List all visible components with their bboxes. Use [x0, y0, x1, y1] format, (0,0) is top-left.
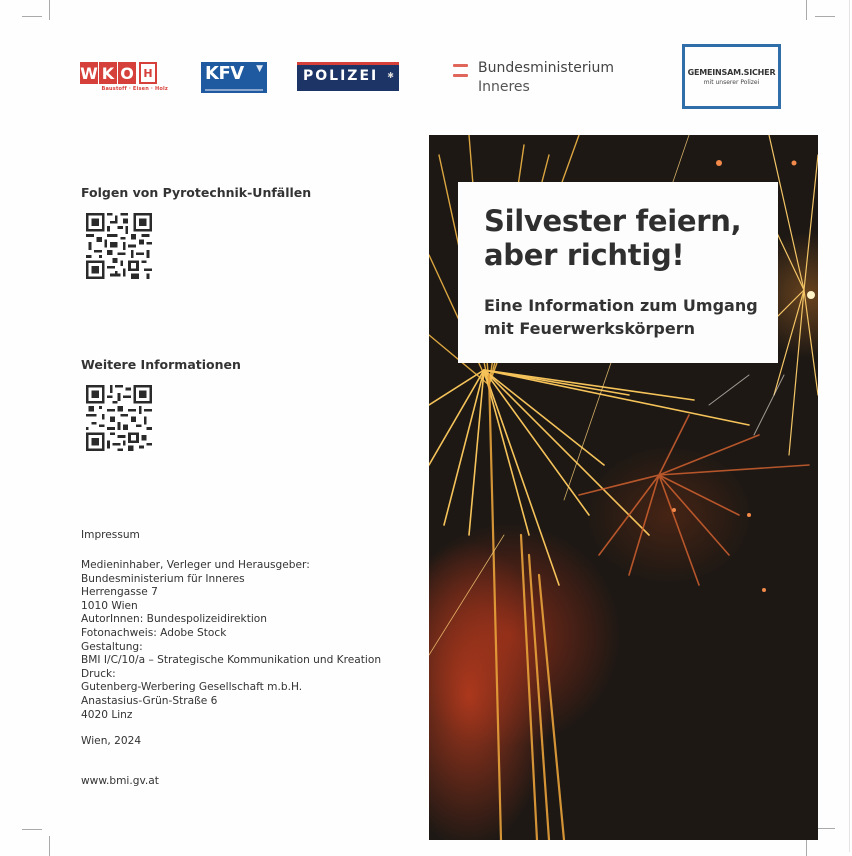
kfv-text: KFV [205, 63, 244, 84]
impressum-line: Gestaltung: [81, 640, 143, 653]
impressum-line: Gutenberg-Werbering Gesellschaft m.b.H. [81, 681, 303, 694]
impressum-line: Herrengasse 7 [81, 586, 158, 599]
crop-mark [806, 0, 807, 20]
impressum-line: 1010 Wien [81, 599, 138, 612]
polizei-stripe [297, 62, 399, 65]
crop-mark [49, 0, 50, 20]
crop-mark [22, 16, 42, 17]
wko-letter: W [80, 63, 98, 83]
wko-letter: O [118, 62, 136, 84]
gemeinsam-sicher-logo [682, 44, 781, 109]
polizei-logo [297, 62, 399, 91]
crop-mark [22, 829, 42, 830]
impressum-line: Medieninhaber, Verleger und Herausgeber: [81, 559, 310, 571]
wko-subtitle: Baustoff · Eisen · Holz [101, 86, 168, 92]
eagle-icon: ✱ [387, 71, 394, 80]
kfv-tagline [205, 89, 263, 91]
cover-subtitle-line2: mit Feuerwerkskörpern [484, 319, 696, 338]
website-link[interactable]: www.bmi.gv.at [81, 775, 159, 787]
impressum-line: AutorInnen: Bundespolizeidirektion [81, 613, 267, 626]
qr-title-more-info: Weitere Informationen [81, 357, 241, 372]
cover-title-line2: aber richtig! [484, 238, 685, 272]
bmi-line1: Bundesministerium [478, 60, 614, 76]
impressum-line: Anastasius-Grün-Straße 6 [81, 694, 218, 707]
gs-line2: mit unserer Polizei [703, 78, 760, 86]
impressum-heading: Impressum [81, 529, 140, 541]
cover-subtitle-line1: Eine Information zum Umgang [484, 296, 758, 315]
kfv-chevron-icon: ▼ [256, 64, 263, 74]
qr-title-accidents: Folgen von Pyrotechnik-Unfällen [81, 185, 312, 200]
crop-mark [815, 16, 835, 17]
impressum-date: Wien, 2024 [81, 735, 142, 747]
cover-subtitle [484, 294, 758, 340]
impressum-line: 4020 Linz [81, 708, 133, 721]
austria-flag-icon [453, 64, 468, 79]
wko-logo [80, 62, 172, 96]
qr-code-accidents[interactable] [86, 213, 152, 279]
crop-mark [49, 836, 50, 856]
impressum-line: Druck: [81, 667, 116, 680]
crop-mark [815, 828, 835, 829]
impressum-block [81, 559, 381, 722]
page-edge [849, 0, 850, 852]
gs-line1: GEMEINSAM.SICHER [687, 67, 776, 77]
wko-letter: K [99, 62, 117, 84]
wko-h-icon: H [139, 62, 157, 84]
cover-title-line1: Silvester feiern, [484, 204, 742, 238]
impressum-line: BMI I/C/10/a – Strategische Kommunikation und Kreation [81, 654, 382, 667]
impressum-line: Fotonachweis: Adobe Stock [81, 626, 227, 639]
kfv-logo [201, 62, 267, 93]
polizei-text: POLIZEI [303, 68, 379, 84]
cover-title-card [458, 182, 778, 363]
impressum-line: Bundesministerium für Inneres [81, 572, 245, 585]
bmi-line2: Inneres [478, 79, 530, 95]
qr-code-more-info[interactable] [86, 385, 152, 451]
cover-title [484, 204, 741, 272]
